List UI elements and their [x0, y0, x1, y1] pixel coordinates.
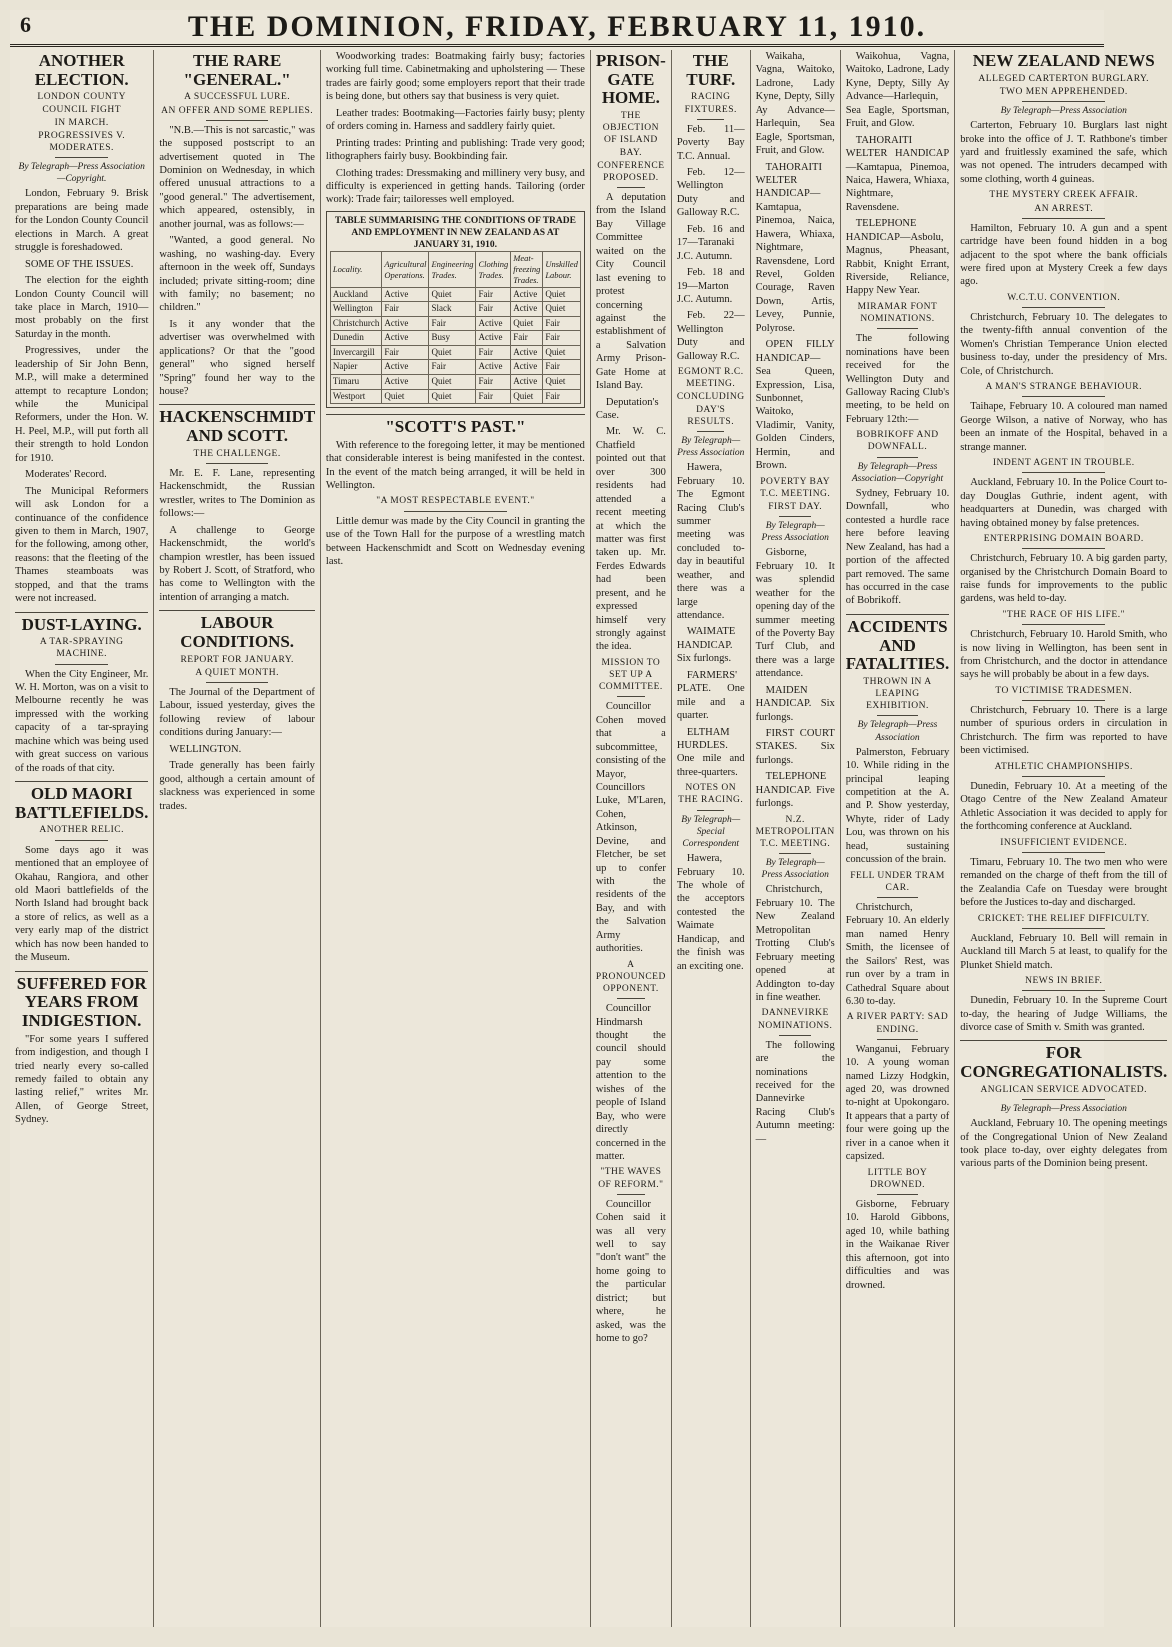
- article: [960, 685, 1167, 758]
- article-paragraph: Christchurch, February 10. The New Zealand Metropolitan Trotting Club's February meeting opened at Addington to-day in fine weather.: [755, 884, 835, 1003]
- table-cell: Fair: [476, 302, 511, 317]
- article-subheading: NEWS IN BRIEF.: [1025, 976, 1103, 986]
- article: [846, 614, 949, 867]
- table-header-cell: Agricultural Operations.: [382, 252, 429, 288]
- section-rule: [1022, 700, 1105, 701]
- section-rule: [55, 157, 108, 158]
- article-paragraph: "Wanted, a good general. No washing, no washing-day. Every afternoon in the week off, Sundays included; private sitting-room; dine with family; no basement; no children.": [159, 235, 315, 314]
- article-subheading: A PRONOUNCED OPPONENT.: [595, 959, 666, 994]
- section-rule: [404, 511, 508, 512]
- article-paragraph: FARMERS' PLATE. One mile and a quarter.: [676, 669, 745, 722]
- article-subheading: POVERTY BAY T.C. MEETING.: [760, 476, 831, 499]
- table-cell: Active: [476, 316, 511, 331]
- column-3: [321, 50, 591, 1627]
- article-subheading: MIRAMAR FONT NOMINATIONS.: [857, 301, 938, 325]
- table-row: [330, 302, 580, 317]
- table-cell: Fair: [476, 345, 511, 360]
- section-rule: [1022, 624, 1105, 625]
- article: [960, 457, 1167, 530]
- article-paragraph: Sydney, February 10. Downfall, who contested a hurdle race here before leaving New Zealand, has had a portion of the affected part removed. The same has occurred in the case of Bobrikoff.: [845, 487, 950, 607]
- article-headline: NEW ZEALAND NEWS: [972, 51, 1155, 70]
- section-rule: [206, 120, 268, 121]
- article: [960, 1040, 1167, 1170]
- section-rule: [1022, 776, 1105, 777]
- article: [326, 495, 585, 568]
- article-paragraph: Christchurch, February 10. Harold Smith, who is now living in Wellington, has been sent in from Christchurch, and the doctor in attendance says he will probably be about in a few days.: [960, 629, 1168, 681]
- article: [846, 50, 949, 298]
- article: [15, 781, 148, 964]
- section-rule: [697, 431, 724, 432]
- article-paragraph: Gisborne, February 10. Harold Gibbons, aged 10, while bathing in the Waikanae River this afternoon, got into difficulties and was drowned.: [845, 1198, 950, 1291]
- column-5: [672, 50, 751, 1627]
- article: [960, 292, 1167, 378]
- article-paragraph: "N.B.—This is not sarcastic," was the supposed postscript to an advertisement quoted in The Dominion on Wednesday, in which offered unusual attractions to a "good general." The advertisement, which appeared, ostensibly, in another journal, was as follows:—: [159, 124, 315, 230]
- article-subheading: NOTES ON THE RACING.: [678, 783, 744, 806]
- article-headline: SUFFERED FOR YEARS FROM INDIGESTION.: [15, 971, 148, 1031]
- article-paragraph: Printing trades: Printing and publishing: Trade very good; lithographers fairly busy. Bookbinding fair.: [325, 137, 585, 163]
- table-row: [330, 331, 580, 346]
- table-cell: Dunedin: [330, 331, 382, 346]
- table-cell: Active: [382, 375, 429, 390]
- table-header-cell: Unskilled Labour.: [543, 252, 581, 288]
- article-paragraph: Feb. 11—Poverty Bay T.C. Annual.: [676, 123, 745, 162]
- article-paragraph: When the City Engineer, Mr. W. H. Morton, was on a visit to Melbourne recently he was impressed with the working capacity of a tar-spraying machine which was being used with great success on various of the roads of that city.: [15, 668, 149, 774]
- article-headline: HACKENSCHMIDT AND SCOTT.: [159, 404, 315, 445]
- article-paragraph: The Journal of the Department of Labour, issued yesterday, gives the following review of labour conditions during January:—: [159, 687, 315, 739]
- column-8: [955, 50, 1172, 1627]
- article-subheading: THE OBJECTION OF ISLAND BAY.: [602, 111, 659, 158]
- table-cell: Active: [476, 360, 511, 375]
- article-subheading: IN MARCH.: [54, 117, 109, 128]
- article-byline: By Telegraph—Press Association: [1000, 1104, 1127, 1114]
- article: [596, 1166, 666, 1345]
- article-byline: By Telegraph—Press Association: [677, 435, 745, 459]
- article: [326, 414, 585, 492]
- table-cell: Active: [382, 316, 429, 331]
- article-paragraph: Christchurch, February 10. A big garden party, organised by the Christchurch Domain Board to raise funds for improvements to the public gardens, was held to-day.: [960, 553, 1168, 605]
- article-subheading: LONDON COUNTY COUNCIL FIGHT: [37, 92, 126, 115]
- article: [756, 50, 835, 473]
- table-cell: Fair: [382, 302, 429, 317]
- section-rule: [1022, 548, 1105, 549]
- article-subheading: W.C.T.U. CONVENTION.: [1007, 292, 1121, 303]
- article-subheading: "THE RACE OF HIS LIFE.": [1002, 609, 1125, 620]
- article-paragraph: Trade generally has been fairly good, although a certain amount of slackness was experienced in some trades.: [159, 760, 315, 812]
- section-rule: [877, 457, 918, 458]
- article: [756, 1007, 835, 1146]
- article-paragraph: The election for the eighth London County Council will take place in March, 1910—most probably on the first Saturday in the month.: [15, 275, 149, 340]
- table-cell: Active: [511, 360, 543, 375]
- section-rule: [877, 1194, 918, 1195]
- table-cell: Fair: [382, 345, 429, 360]
- section-rule: [617, 696, 645, 697]
- article-paragraph: Woodworking trades: Boatmaking fairly busy; factories working full time. Cabinetmaking and upholstering — These trades are fairly good; some employers report that their trade is being done, but others say that business is very quiet.: [325, 51, 585, 103]
- article-headline: "SCOTT'S PAST.": [326, 414, 585, 437]
- article: [326, 50, 585, 207]
- table-cell: Busy: [429, 331, 476, 346]
- article-headline: PRISON-GATE HOME.: [595, 51, 666, 108]
- section-rule: [617, 998, 645, 999]
- section-rule: [55, 840, 108, 841]
- section-rule: [877, 715, 918, 716]
- article: [756, 814, 835, 1005]
- article-subheading: "A MOST RESPECTABLE EVENT.": [376, 496, 535, 507]
- article: [960, 761, 1167, 834]
- table-cell: Fair: [429, 360, 476, 375]
- table-cell: Quiet: [429, 375, 476, 390]
- column-1: [10, 50, 154, 1627]
- table-cell: Timaru: [330, 375, 382, 390]
- article-paragraph: Dunedin, February 10. In the Supreme Court to-day, the hearing of Judge Williams, the divorce case of Smith v. Smith was granted.: [960, 995, 1168, 1034]
- table-row: [330, 389, 580, 404]
- table-row: [330, 375, 580, 390]
- section-rule: [206, 463, 268, 464]
- article-subheading: PROGRESSIVES V. MODERATES.: [38, 130, 126, 153]
- section-rule: [1022, 852, 1105, 853]
- article: [960, 975, 1167, 1034]
- article-paragraph: TAHORAITI WELTER HANDICAP—Kamtapua, Pinemoa, Naica, Hawera, Whiaxa, Nightmare, Ravensdene, Lord Revel, Golden Courage, Raven Down, Artis, Levey, Punnie, Polyrose.: [755, 161, 835, 334]
- table-cell: Quiet: [511, 389, 543, 404]
- section-rule: [697, 119, 724, 120]
- column-2: [154, 50, 321, 1627]
- table-header-cell: Engineering Trades.: [429, 252, 476, 288]
- article-subheading: CONFERENCE PROPOSED.: [597, 160, 665, 183]
- article-subheading: ALLEGED CARTERTON BURGLARY.: [978, 73, 1150, 84]
- article-paragraph: "For some years I suffered from indigestion, and though I tried nearly every so-called remedy failed to obtain any lasting relief," writes Mr. Allen, of George Street, Sydney.: [15, 1033, 149, 1126]
- section-rule: [617, 187, 645, 188]
- table-cell: Fair: [429, 316, 476, 331]
- table-row: [330, 316, 580, 331]
- article: [846, 1167, 949, 1292]
- newspaper-page: [10, 10, 1168, 1627]
- article: [960, 609, 1167, 682]
- article-paragraph: Christchurch, February 10. The delegates to the twenty-fifth annual convention of the Women's Christian Temperance Union elected business to-day, under the presidency of Mrs. Cole, of Christchurch.: [960, 312, 1168, 377]
- article: [596, 959, 666, 1164]
- page-number: 6: [20, 12, 31, 37]
- article-subheading: THE CHALLENGE.: [193, 448, 281, 459]
- section-rule: [55, 664, 108, 665]
- article-paragraph: Feb. 12—Wellington Duty and Galloway R.C.: [676, 167, 745, 219]
- article-subheading: LITTLE BOY DROWNED.: [867, 1167, 928, 1190]
- article-paragraph: Feb. 16 and 17—Taranaki J.C. Autumn.: [676, 223, 745, 262]
- article-paragraph: Dunedin, February 10. At a meeting of the Otago Centre of the New Zealand Amateur Athletic Association it was decided to apply for the forthcoming conference at Auckland.: [960, 780, 1168, 833]
- article: [960, 381, 1167, 454]
- section-rule: [877, 328, 918, 329]
- article-subheading: AN OFFER AND SOME REPLIES.: [161, 105, 314, 116]
- section-rule: [1022, 218, 1105, 219]
- table-cell: Wellington: [330, 302, 382, 317]
- table-cell: Quiet: [543, 345, 581, 360]
- article-subheading: ENTERPRISING DOMAIN BOARD.: [983, 534, 1144, 544]
- column-4: [591, 50, 672, 1627]
- article-subheading: REPORT FOR JANUARY.: [180, 654, 294, 665]
- table-cell: Fair: [543, 360, 581, 375]
- article-headline: LABOUR CONDITIONS.: [159, 610, 315, 651]
- section-rule: [877, 897, 918, 898]
- article-subheading: RACING FIXTURES.: [684, 92, 737, 115]
- article: [960, 52, 1167, 186]
- article-byline: By Telegraph—Press Association: [857, 720, 938, 743]
- table-cell: Quiet: [511, 316, 543, 331]
- article-paragraph: TAHORAITI WELTER HANDICAP—Kamtapua, Pinemoa, Naica, Hawera, Whiaxa, Nightmare, Ravensdene.: [845, 134, 950, 213]
- article-subheading: THROWN IN A LEAPING EXHIBITION.: [863, 676, 932, 712]
- table-cell: Quiet: [382, 389, 429, 404]
- article-paragraph: Waikaha, Vagna, Waitoko, Ladrone, Lady Kyne, Depty, Silly Ay Advance—Harlequin, Sea Eagle, Sportsman, Fruit, and Glow.: [755, 51, 835, 157]
- section-rule: [1022, 1099, 1105, 1100]
- article: [960, 837, 1167, 910]
- article-paragraph: Leather trades: Bootmaking—Factories fairly busy; plenty of orders coming in. Harness and saddlery fairly quiet.: [325, 107, 585, 133]
- article-paragraph: TELEPHONE HANDICAP—Asbolu, Magnus, Pheasant, Rabbit, Knight Errant, Riverside, Reliance, Happy New Year.: [845, 218, 950, 297]
- table-cell: Fair: [476, 389, 511, 404]
- table-cell: Active: [511, 302, 543, 317]
- article-paragraph: Hamilton, February 10. A gun and a spent cartridge have been found hidden in a bog adjacent to the spot where the bank officials were fired upon at Mystery Creek a few days ago.: [960, 222, 1168, 288]
- table-cell: Napier: [330, 360, 382, 375]
- article-paragraph: The following nominations have been received for the Wellington Duty and Galloway Racing Club's meeting, to be held on February 12th:—: [845, 333, 950, 425]
- article-paragraph: Waikohua, Vagna, Waitoko, Ladrone, Lady Kyne, Depty, Silly Ay Advance—Harlequin, Sea Eagle, Sportsman, Fruit, and Glow.: [845, 51, 950, 130]
- table-row: [330, 360, 580, 375]
- article-subheading: ANGLICAN SERVICE ADVOCATED.: [980, 1084, 1148, 1095]
- article-headline: THE TURF.: [686, 51, 736, 89]
- article-subheading: MISSION TO SET UP A COMMITTEE.: [598, 657, 663, 693]
- article: [677, 52, 745, 363]
- article-subheading: THE MYSTERY CREEK AFFAIR.: [989, 190, 1139, 201]
- section-rule: [1022, 990, 1105, 991]
- article-paragraph: Wanganui, February 10. A young woman named Lizzy Hodgkin, aged 20, was drowned to-night at Upokongaro. It appears that a party of four were going up the river in a canoe when it capsized.: [845, 1043, 950, 1163]
- section-rule: [779, 853, 811, 854]
- article-paragraph: TELEPHONE HANDICAP. Five furlongs.: [755, 771, 835, 810]
- article-paragraph: Auckland, February 10. Bell will remain in Auckland till March 5 at least, to qualify for the Plunket Shield match.: [960, 932, 1168, 971]
- article-byline: By Telegraph—Press Association—Copyright.: [18, 162, 145, 185]
- article-paragraph: MAIDEN HANDICAP. Six furlongs.: [755, 684, 835, 723]
- table-cell: Active: [382, 331, 429, 346]
- article: [677, 366, 745, 779]
- article-subheading: N.Z. METROPOLITAN T.C. MEETING.: [755, 814, 835, 849]
- article: [596, 52, 666, 654]
- article-paragraph: WAIMATE HANDICAP. Six furlongs.: [676, 626, 736, 665]
- article: [677, 782, 745, 973]
- article-paragraph: A challenge to George Hackenschmidt, the world's champion wrestler, has been issued by Robert J. Scott, of Stratford, who has come to Wellington with the intention of arranging a match.: [159, 524, 315, 603]
- table-cell: Fair: [543, 331, 581, 346]
- article: [159, 610, 315, 813]
- article-paragraph: ELTHAM HURDLES. One mile and three-quarters.: [676, 726, 745, 778]
- labour-conditions-table: [326, 211, 585, 408]
- article-byline: By Telegraph—Special Correspondent: [681, 814, 741, 849]
- table-cell: Fair: [511, 331, 543, 346]
- section-rule: [206, 682, 268, 683]
- article-paragraph: Taihape, February 10. A coloured man named George Wilson, a native of Norway, who has been an inmate of the Hospital, behaved in a strange manner.: [960, 401, 1168, 453]
- article-paragraph: Christchurch, February 10. An elderly man named Henry Smith, the licensee of the Sailors' Rest, was run over by a tram in Cathedral Square about 6.30 to-day.: [845, 901, 950, 1007]
- article-paragraph: Is it any wonder that the advertiser was overwhelmed with applications? Or that the "good general" who signed herself "Spring" found her way to the house?: [159, 318, 315, 397]
- article-paragraph: WELLINGTON.: [169, 743, 242, 755]
- article-paragraph: Councillor Cohen moved that a subcommittee, consisting of the Mayor, Councillors Luke, M'Laren, Cohen, Atkinson, Devine, and Fletcher, be set up to confer with the residents of the Bay, and with the Salvation Army authorities.: [595, 701, 666, 955]
- article-subheading: DANNEVIRKE NOMINATIONS.: [758, 1008, 833, 1031]
- article: [159, 52, 315, 398]
- article-paragraph: Palmerston, February 10. While riding in the principal leaping competition at the A. and P. Show yesterday, Whyte, rider of Lady Lou, was thrown on his head, sustaining concussion of the brain.: [845, 746, 950, 866]
- table-cell: Slack: [429, 302, 476, 317]
- article: [15, 52, 148, 606]
- article-headline: ANOTHER ELECTION.: [34, 51, 129, 89]
- column-6: [751, 50, 841, 1627]
- table-cell: Westport: [330, 389, 382, 404]
- section-rule: [877, 1039, 918, 1040]
- article-paragraph: Deputation's Case.: [595, 396, 659, 421]
- article-byline: By Telegraph—Press Association—Copyright: [851, 461, 944, 484]
- article: [596, 657, 666, 956]
- table-cell: Fair: [476, 287, 511, 302]
- article-paragraph: A deputation from the Island Bay Village Committee waited on the City Council last evening to protest concerning against the establishment of a Salvation Army Prison-Gate Home at Island Bay.: [595, 192, 666, 392]
- article-paragraph: SOME OF THE ISSUES.: [25, 258, 134, 270]
- article: [960, 189, 1167, 289]
- article: [960, 913, 1167, 972]
- table-cell: Christchurch: [330, 316, 382, 331]
- article-subheading: FIRST DAY.: [768, 501, 823, 512]
- article-paragraph: Some days ago it was mentioned that an employee of Okahau, Rangiora, and other old Maori battlefields of the North Island had brought back a store of relics, as well as a very early map of the district which has now been handed to the Museum.: [15, 844, 149, 964]
- article-subheading: INDENT AGENT IN TROUBLE.: [992, 458, 1135, 469]
- article-byline: By Telegraph—Press Association: [1000, 106, 1127, 116]
- article-paragraph: Feb. 18 and 19—Marton J.C. Autumn.: [676, 267, 745, 305]
- table-cell: Fair: [543, 316, 581, 331]
- table-cell: Quiet: [429, 389, 476, 404]
- article: [846, 870, 949, 1009]
- article-byline: By Telegraph—Press Association: [761, 521, 829, 544]
- article-subheading: ATHLETIC CHAMPIONSHIPS.: [994, 761, 1133, 772]
- article-paragraph: FIRST COURT STAKES. Six furlongs.: [755, 728, 835, 766]
- section-rule: [697, 810, 724, 811]
- article: [15, 612, 148, 776]
- article-headline: OLD MAORI BATTLEFIELDS.: [15, 781, 148, 822]
- article-subheading: A RIVER PARTY: SAD ENDING.: [846, 1012, 949, 1035]
- article-paragraph: Mr. E. F. Lane, representing Hackenschmidt, the Russian wrestler, writes to The Dominion as follows:—: [159, 467, 315, 520]
- article-headline: THE RARE "GENERAL.": [183, 51, 291, 89]
- article: [846, 1011, 949, 1163]
- table-cell: Active: [511, 287, 543, 302]
- masthead: [10, 10, 1104, 47]
- article-paragraph: Gisborne, February 10. It was splendid weather for the opening day of the summer meeting of the Poverty Bay Turf Club, and there was a large attendance.: [755, 547, 835, 680]
- table-cell: Quiet: [429, 287, 476, 302]
- article-subheading: A SUCCESSFUL LURE.: [184, 92, 291, 103]
- article-headline: FOR CONGREGATIONALISTS.: [960, 1040, 1167, 1081]
- article-paragraph: Feb. 22—Wellington Duty and Galloway R.C.: [676, 310, 745, 362]
- article-subheading: AN ARREST.: [1034, 203, 1094, 214]
- column-7: [841, 50, 955, 1627]
- table-cell: Active: [382, 287, 429, 302]
- article-subheading: A QUIET MONTH.: [195, 667, 279, 678]
- article-paragraph: Hawera, February 10. The Egmont Racing Club's summer meeting was concluded to-day in beautiful weather, and there was a large attendance.: [676, 462, 745, 622]
- article-subheading: ANOTHER RELIC.: [39, 825, 124, 836]
- table-cell: Quiet: [429, 345, 476, 360]
- table-cell: Auckland: [330, 287, 382, 302]
- article-paragraph: Clothing trades: Dressmaking and millinery very busy, and difficulty is experienced in getting hands. Tailoring (order work): Trade fair; tailoresses well employed.: [325, 167, 585, 206]
- table-cell: Active: [511, 375, 543, 390]
- article-paragraph: Hawera, February 10. The whole of the acceptors contested the Waimate Handicap, and the finish was an exciting one.: [676, 853, 745, 972]
- article-paragraph: With reference to the foregoing letter, it may be mentioned that considerable interest is being manifested in the contest. In the event of the match being arranged, it will be held in Wellington.: [325, 439, 585, 492]
- article-paragraph: London, February 9. Brisk preparations are being made for the London County Council elections in March. A great struggle is foreshadowed.: [15, 188, 149, 254]
- article-subheading: EGMONT R.C. MEETING.: [677, 367, 744, 390]
- article-subheading: TO VICTIMISE TRADESMEN.: [995, 685, 1133, 696]
- article: [159, 404, 315, 604]
- table-cell: Fair: [543, 389, 581, 404]
- employment-table: [330, 251, 581, 404]
- newspaper-title: THE DOMINION, FRIDAY, FEBRUARY 11, 1910.: [187, 10, 927, 43]
- table-cell: Invercargill: [330, 345, 382, 360]
- table-cell: Active: [511, 345, 543, 360]
- article-paragraph: Timaru, February 10. The two men who were remanded on the charge of theft from the till of the Zealandia Cafe on Tuesday were brought before the Justices to-day and discharged.: [960, 856, 1168, 909]
- table-row: [330, 345, 580, 360]
- article-paragraph: Councillor Hindmarsh thought the council should pay some attention to the wishes of the people of Island Bay, who were directly concerned in the matter.: [595, 1003, 666, 1162]
- article-paragraph: The following are the nominations received for the Dannevirke Racing Club's Autumn meeting:—: [755, 1039, 835, 1145]
- article-byline: By Telegraph—Press Association: [761, 858, 829, 881]
- article-subheading: INSUFFICIENT EVIDENCE.: [1000, 837, 1128, 848]
- section-rule: [779, 516, 811, 517]
- section-rule: [1022, 472, 1105, 473]
- table-header-cell: Meat-freezing Trades.: [511, 252, 543, 288]
- article-paragraph: Councillor Cohen said it was all very well to say "don't want" the home going to the particular district; but where, he asked, was the home to go?: [595, 1198, 666, 1345]
- article: [756, 476, 835, 811]
- article: [15, 971, 148, 1127]
- table-header-cell: Locality.: [330, 252, 382, 288]
- article: [846, 301, 949, 426]
- article-subheading: CONCLUDING DAY'S RESULTS.: [676, 392, 745, 427]
- article: [960, 533, 1167, 606]
- article-paragraph: Mr. W. C. Chatfield pointed out that over 300 residents had attended a recent meeting at which the matter was first taken up. Mr. Ferdes Edwards had been present, and he expressed himself very strongly against the idea.: [595, 426, 666, 653]
- section-rule: [617, 1194, 645, 1195]
- article-subheading: FELL UNDER TRAM CAR.: [850, 870, 945, 893]
- table-cell: Quiet: [543, 375, 581, 390]
- article-subheading: TWO MEN APPREHENDED.: [999, 86, 1128, 97]
- article-headline: ACCIDENTS AND FATALITIES.: [846, 614, 949, 674]
- article: [846, 429, 949, 608]
- article-paragraph: Carterton, February 10. Burglars last night broke into the office of J. T. Rathbone's timber yard and fruitlessly examined the safe, which was not opened. The intruders decamped with some clothing, worth 4 guineas.: [960, 120, 1168, 185]
- table-header-cell: Clothing Trades.: [476, 252, 511, 288]
- section-rule: [1022, 396, 1105, 397]
- article-paragraph: Moderates' Record.: [25, 469, 107, 481]
- table-cell: Active: [382, 360, 429, 375]
- article-headline: DUST-LAYING.: [15, 612, 148, 635]
- table-row: [330, 287, 580, 302]
- article-paragraph: Progressives, under the leadership of Sir John Benn, M.P., will make a determined attempt to recapture London; while the Municipal Reformers, under the Hon. W. H. Peel, M.P., will put forth all their strength to hold London for 1910.: [15, 345, 149, 464]
- article-paragraph: Little demur was made by the City Council in granting the use of the Town Hall for the purpose of a wrestling match between Hackenschmidt and Scott on Wednesday evening last.: [325, 515, 585, 567]
- article-subheading: CRICKET: THE RELIEF DIFFICULTY.: [977, 913, 1150, 924]
- table-cell: Quiet: [543, 302, 581, 317]
- article-paragraph: Auckland, February 10. The opening meetings of the Congregational Union of New Zealand took place to-day, over eighty delegates from various parts of the Dominion being present.: [960, 1118, 1168, 1170]
- article-paragraph: Auckland, February 10. In the Police Court to-day Douglas Guthrie, indent agent, with headquarters at Dunedin, was charged with having obtained money by false pretences.: [960, 477, 1168, 529]
- section-rule: [779, 1035, 811, 1036]
- table-cell: Quiet: [543, 287, 581, 302]
- article-paragraph: The Municipal Reformers will ask London for a continuance of the confidence given to them in March, 1907, for the following, among other, reasons: that the fleeting of the Thames steamboats was stopped, and that the trams were not increased.: [15, 485, 149, 605]
- table-cell: Fair: [476, 375, 511, 390]
- table-caption: TABLE SUMMARISING THE CONDITIONS OF TRADE AND EMPLOYMENT IN NEW ZEALAND AS AT JANUARY 31, 1910.: [334, 215, 576, 251]
- article-subheading: A MAN'S STRANGE BEHAVIOUR.: [985, 382, 1142, 393]
- article-subheading: BOBRIKOFF AND DOWNFALL.: [856, 430, 939, 453]
- article-paragraph: Christchurch, February 10. There is a large number of spurious orders in circulation in Christchurch. The firm was reported to have been victimised.: [960, 704, 1168, 757]
- section-rule: [1022, 307, 1105, 308]
- article-columns: [10, 50, 1168, 1627]
- table-cell: Active: [476, 331, 511, 346]
- section-rule: [1022, 928, 1105, 929]
- article-subheading: A TAR-SPRAYING MACHINE.: [39, 637, 124, 660]
- section-rule: [1022, 101, 1105, 102]
- article-paragraph: OPEN FILLY HANDICAP—Sea Queen, Expression, Lisa, Sunbonnet, Waitoko, Vladimir, Vanity, Golden Cinders, Hermin, and Brown.: [755, 339, 835, 472]
- article-subheading: "THE WAVES OF REFORM.": [598, 1167, 664, 1190]
